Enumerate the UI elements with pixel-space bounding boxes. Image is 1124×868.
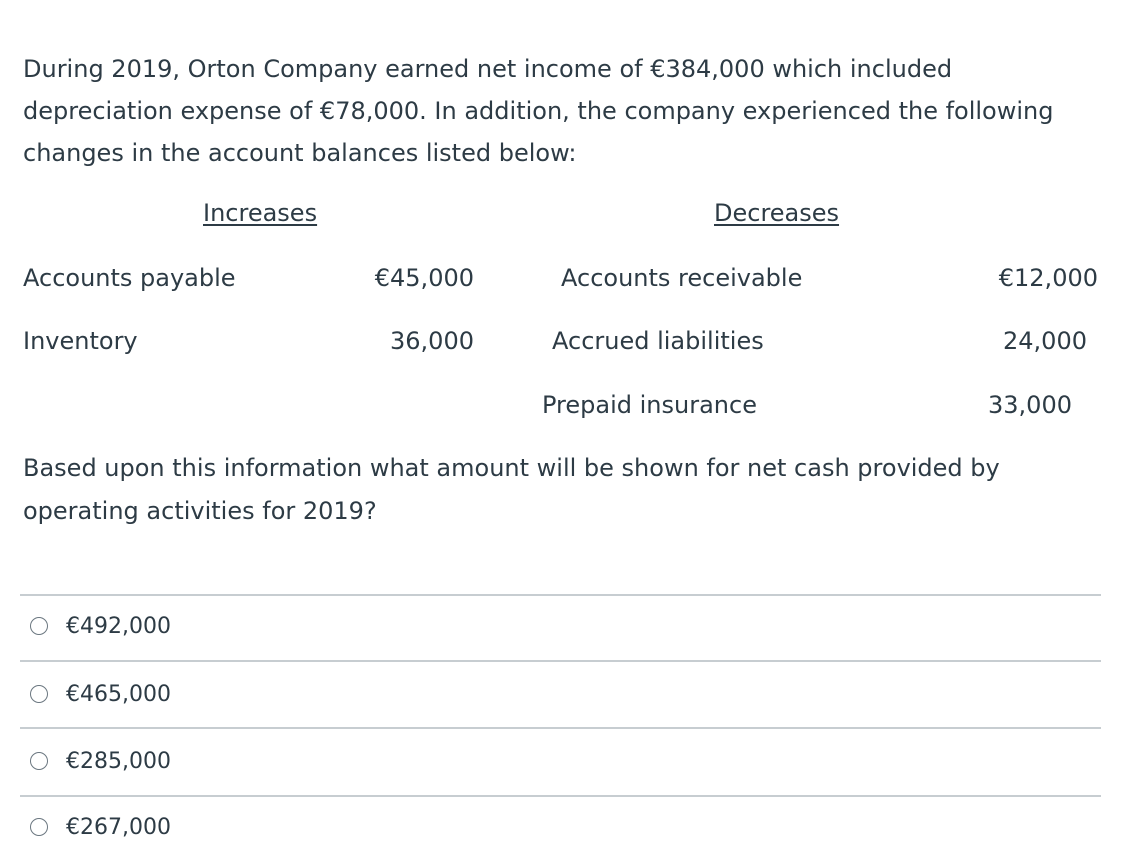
increase-label-accounts-payable: Accounts payable [23, 264, 236, 292]
decrease-amount-prepaid-insurance: 33,000 [988, 391, 1072, 419]
answer-option[interactable] [30, 746, 171, 776]
answer-label: €285,000 [66, 748, 171, 774]
decreases-header: Decreases [714, 199, 840, 227]
question-intro: During 2019, Orton Company earned net income of €384,000 which included depreciation expense of €78,000. In addition, the company experienced the following changes in the account balances listed below: [23, 55, 1054, 167]
decrease-amount-accrued-liabilities: 24,000 [1003, 327, 1087, 355]
radio-button[interactable] [30, 617, 48, 635]
radio-button[interactable] [30, 818, 48, 836]
answer-divider [20, 727, 1101, 729]
answer-label: €465,000 [66, 681, 171, 707]
answer-label: €267,000 [66, 814, 171, 840]
decrease-amount-accounts-receivable: €12,000 [998, 264, 1098, 292]
answer-divider [20, 660, 1101, 662]
radio-button[interactable] [30, 685, 48, 703]
answer-option[interactable] [30, 812, 171, 842]
answer-divider [20, 795, 1101, 797]
increase-amount-inventory: 36,000 [390, 327, 474, 355]
answer-option[interactable] [30, 611, 171, 641]
decrease-label-accrued-liabilities: Accrued liabilities [552, 327, 764, 355]
answer-option[interactable] [30, 679, 171, 709]
question-prompt: Based upon this information what amount will be shown for net cash provided by operating activities for 2019? [23, 454, 1000, 525]
answer-divider [20, 594, 1101, 596]
decrease-label-accounts-receivable: Accounts receivable [561, 264, 803, 292]
decrease-label-prepaid-insurance: Prepaid insurance [542, 391, 757, 419]
radio-button[interactable] [30, 752, 48, 770]
increase-amount-accounts-payable: €45,000 [374, 264, 474, 292]
answer-label: €492,000 [66, 613, 171, 639]
increases-header: Increases [203, 199, 318, 227]
increase-label-inventory: Inventory [23, 327, 138, 355]
